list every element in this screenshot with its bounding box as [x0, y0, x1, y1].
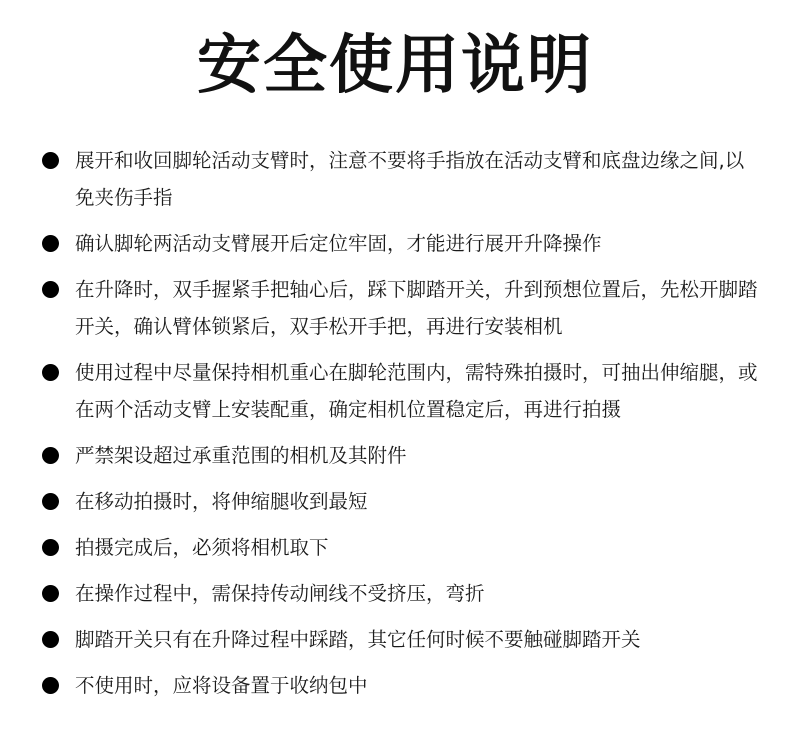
list-item [40, 354, 760, 428]
list-item-text: 脚踏开关只有在升降过程中踩踏，其它任何时候不要触碰脚踏开关 [75, 628, 641, 651]
bullet-dot-icon [42, 281, 59, 298]
bullet-dot-icon [42, 447, 59, 464]
list-item [40, 225, 760, 262]
list-item-text: 在升降时，双手握紧手把轴心后，踩下脚踏开关，升到预想位置后，先松开脚踏开关，确认臂体锁紧后，双手松开手把，再进行安装相机 [75, 278, 758, 338]
bullet-dot-icon [42, 364, 59, 381]
list-item-text: 使用过程中尽量保持相机重心在脚轮范围内，需特殊拍摄时，可抽出伸缩腿，或在两个活动支臂上安装配重，确定相机位置稳定后，再进行拍摄 [75, 361, 758, 421]
list-item-text: 确认脚轮两活动支臂展开后定位牢固，才能进行展开升降操作 [75, 232, 602, 255]
list-item [40, 667, 760, 704]
list-item [40, 483, 760, 520]
bullet-dot-icon [42, 493, 59, 510]
list-item-text: 展开和收回脚轮活动支臂时，注意不要将手指放在活动支臂和底盘边缘之间,以免夹伤手指 [75, 149, 745, 209]
list-item [40, 529, 760, 566]
list-item [40, 575, 760, 612]
list-item [40, 621, 760, 658]
list-item-text: 在操作过程中，需保持传动闸线不受挤压，弯折 [75, 582, 485, 605]
bullet-dot-icon [42, 152, 59, 169]
list-item [40, 271, 760, 345]
list-item-text: 严禁架设超过承重范围的相机及其附件 [75, 444, 407, 467]
bullet-dot-icon [42, 677, 59, 694]
list-item [40, 437, 760, 474]
bullet-dot-icon [42, 631, 59, 648]
bullet-dot-icon [42, 235, 59, 252]
bullet-dot-icon [42, 539, 59, 556]
list-item-text: 拍摄完成后，必须将相机取下 [75, 536, 329, 559]
list-item [40, 142, 760, 216]
page-title: 安全使用说明 [197, 29, 593, 103]
list-item-text: 不使用时，应将设备置于收纳包中 [75, 674, 368, 697]
safety-notice-list [40, 142, 760, 713]
list-item-text: 在移动拍摄时，将伸缩腿收到最短 [75, 490, 368, 513]
bullet-dot-icon [42, 585, 59, 602]
